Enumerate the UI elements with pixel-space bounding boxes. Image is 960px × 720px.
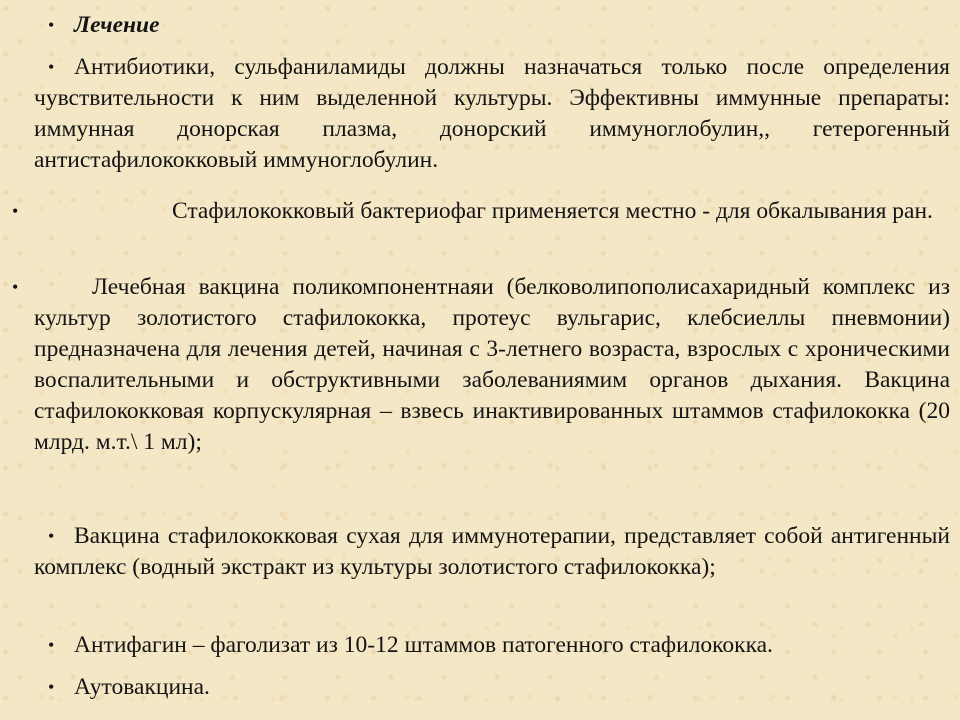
list-item-antibiotics: Антибиотики, сульфаниламиды должны назначаться только после определения чувствительности к ним выделенной культуры. Эффективны иммунные препараты: иммунная донорская плазма, донорский иммуноглобулин,, гетерогенный антистафилококковый иммуноглобулин.: [34, 54, 950, 173]
section-heading: Лечение: [74, 12, 160, 38]
bullet-icon: •: [48, 677, 55, 697]
list-item-therapeutic-vaccine: Лечебная вакцина поликомпонентнаяи (белковолипополисахаридный комплекс из культур золотистого стафилококка, протеус вульгарис, клебсиеллы пневмонии) предназначена для лечения детей, начиная с 3-летнего возраста, взрослых с хроническими воспалительными и обструктивными заболеваниямим органов дыхания. Вакцина стафилококковая корпускулярная – взвесь инактивированных штаммов стафилококка (20 млрд. м.т.\ 1 мл);: [34, 274, 950, 455]
bullet-icon: •: [12, 277, 19, 297]
bullet-icon: •: [12, 201, 19, 221]
list-item-antiphagin: Антифагин – фаголизат из 10-12 штаммов патогенного стафилококка.: [74, 632, 773, 658]
bullet-icon: •: [48, 526, 55, 546]
bullet-icon: •: [48, 15, 55, 35]
bullet-icon: •: [48, 635, 55, 655]
bullet-icon: •: [48, 57, 55, 77]
list-item-bacteriophage: Стафилококковый бактериофаг применяется местно - для обкалывания ран.: [172, 198, 933, 224]
list-item-autovaccine: Аутовакцина.: [74, 674, 210, 700]
list-item-dry-vaccine: Вакцина стафилококковая сухая для иммунотерапии, представляет собой антигенный комплекс (водный экстракт из культуры золотистого стафилококка);: [34, 523, 950, 580]
